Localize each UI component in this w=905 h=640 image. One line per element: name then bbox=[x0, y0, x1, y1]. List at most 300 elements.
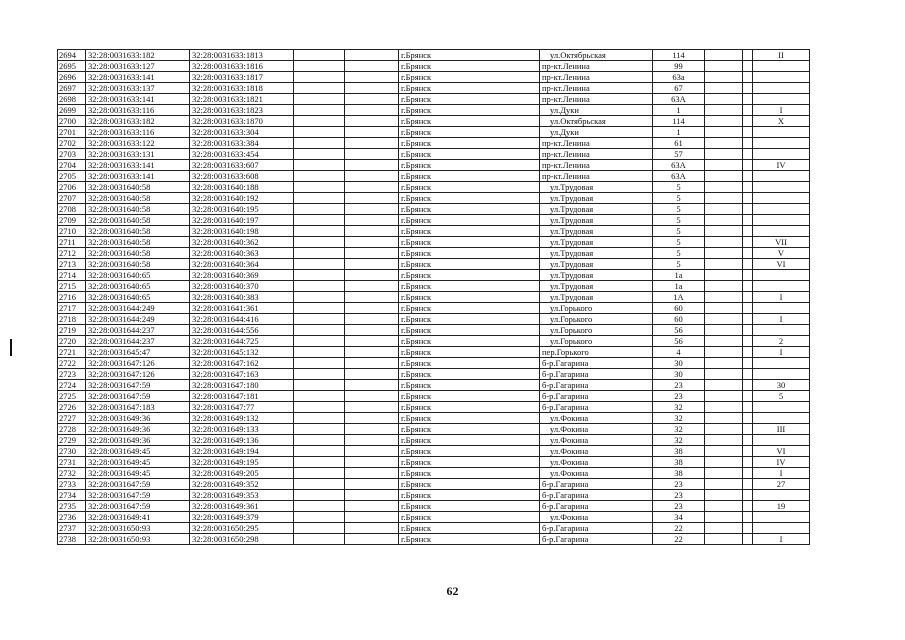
cell-cad2: 32:28:0031647:77 bbox=[190, 402, 294, 413]
cell-empty bbox=[345, 457, 399, 468]
cell-empty bbox=[294, 292, 345, 303]
cell-house: 22 bbox=[653, 523, 705, 534]
cell-cad2: 32:28:0031645:132 bbox=[190, 347, 294, 358]
cell-empty bbox=[345, 259, 399, 270]
cell-street: б-р.Гагарина bbox=[540, 358, 653, 369]
cell-empty bbox=[294, 358, 345, 369]
cell-num: 2728 bbox=[58, 424, 86, 435]
cell-cad2: 32:28:0031640:198 bbox=[190, 226, 294, 237]
cell-empty bbox=[705, 490, 743, 501]
cell-house: 61 bbox=[653, 138, 705, 149]
margin-mark bbox=[10, 339, 12, 356]
cell-city: г.Брянск bbox=[399, 116, 540, 127]
cell-empty bbox=[294, 248, 345, 259]
cell-cad2: 32:28:0031640:363 bbox=[190, 248, 294, 259]
cell-empty bbox=[345, 435, 399, 446]
cell-empty bbox=[294, 94, 345, 105]
cell-extra bbox=[753, 226, 810, 237]
cell-empty bbox=[294, 138, 345, 149]
cell-empty bbox=[705, 402, 743, 413]
cell-num: 2712 bbox=[58, 248, 86, 259]
cell-empty bbox=[743, 116, 753, 127]
cell-extra bbox=[753, 402, 810, 413]
cell-cad2: 32:28:0031640:370 bbox=[190, 281, 294, 292]
cell-city: г.Брянск bbox=[399, 512, 540, 523]
cell-city: г.Брянск bbox=[399, 226, 540, 237]
cell-street: ул.Фокина bbox=[540, 446, 653, 457]
cell-empty bbox=[294, 380, 345, 391]
cell-empty bbox=[294, 226, 345, 237]
cell-city: г.Брянск bbox=[399, 171, 540, 182]
cell-empty bbox=[705, 369, 743, 380]
cell-cad2: 32:28:0031649:353 bbox=[190, 490, 294, 501]
cell-cad1: 32:28:0031649:45 bbox=[86, 468, 190, 479]
cell-empty bbox=[743, 105, 753, 116]
cell-empty bbox=[345, 413, 399, 424]
cell-num: 2698 bbox=[58, 94, 86, 105]
cell-empty bbox=[345, 61, 399, 72]
cell-street: ул.Трудовая bbox=[540, 215, 653, 226]
cell-street: ул.Трудовая bbox=[540, 270, 653, 281]
cell-empty bbox=[743, 314, 753, 325]
cell-empty bbox=[705, 424, 743, 435]
cell-empty bbox=[743, 501, 753, 512]
cell-empty bbox=[705, 94, 743, 105]
cell-empty bbox=[705, 215, 743, 226]
cell-empty bbox=[705, 303, 743, 314]
cell-cad1: 32:28:0031640:65 bbox=[86, 270, 190, 281]
cell-extra bbox=[753, 149, 810, 160]
cell-empty bbox=[294, 149, 345, 160]
cell-empty bbox=[294, 160, 345, 171]
cell-empty bbox=[294, 270, 345, 281]
cell-cad1: 32:28:0031633:182 bbox=[86, 50, 190, 61]
cell-city: г.Брянск bbox=[399, 457, 540, 468]
cell-num: 2731 bbox=[58, 457, 86, 468]
cell-cad1: 32:28:0031650:93 bbox=[86, 534, 190, 545]
cell-empty bbox=[705, 83, 743, 94]
cell-empty bbox=[705, 237, 743, 248]
cell-cad2: 32:28:0031633:304 bbox=[190, 127, 294, 138]
cell-num: 2708 bbox=[58, 204, 86, 215]
cell-house: 30 bbox=[653, 369, 705, 380]
cell-cad2: 32:28:0031633:1817 bbox=[190, 72, 294, 83]
cell-num: 2736 bbox=[58, 512, 86, 523]
cell-city: г.Брянск bbox=[399, 358, 540, 369]
cell-cad2: 32:28:0031644:556 bbox=[190, 325, 294, 336]
table-row bbox=[58, 303, 810, 314]
cell-cad2: 32:28:0031633:384 bbox=[190, 138, 294, 149]
cell-street: б-р.Гагарина bbox=[540, 479, 653, 490]
table-row bbox=[58, 479, 810, 490]
cell-cad1: 32:28:0031640:58 bbox=[86, 193, 190, 204]
cell-house: 5 bbox=[653, 248, 705, 259]
cell-extra: 30 bbox=[753, 380, 810, 391]
cell-empty bbox=[345, 424, 399, 435]
table-row bbox=[58, 501, 810, 512]
cell-city: г.Брянск bbox=[399, 402, 540, 413]
cell-house: 1 bbox=[653, 127, 705, 138]
cell-street: ул.Фокина bbox=[540, 468, 653, 479]
cell-cad2: 32:28:0031649:132 bbox=[190, 413, 294, 424]
cell-empty bbox=[294, 105, 345, 116]
cell-city: г.Брянск bbox=[399, 215, 540, 226]
cell-street: б-р.Гагарина bbox=[540, 523, 653, 534]
cell-cad1: 32:28:0031647:59 bbox=[86, 380, 190, 391]
cell-city: г.Брянск bbox=[399, 369, 540, 380]
cell-street: пр-кт.Ленина bbox=[540, 94, 653, 105]
cell-empty bbox=[743, 61, 753, 72]
cell-house: 1а bbox=[653, 270, 705, 281]
cell-house: 32 bbox=[653, 424, 705, 435]
cell-extra bbox=[753, 193, 810, 204]
cell-empty bbox=[743, 402, 753, 413]
cell-empty bbox=[743, 424, 753, 435]
cell-extra: IV bbox=[753, 457, 810, 468]
table-row bbox=[58, 435, 810, 446]
table-row bbox=[58, 171, 810, 182]
cell-house: 63а bbox=[653, 72, 705, 83]
cell-extra bbox=[753, 281, 810, 292]
cell-cad2: 32:28:0031649:361 bbox=[190, 501, 294, 512]
cell-extra bbox=[753, 138, 810, 149]
cell-empty bbox=[345, 204, 399, 215]
cell-street: б-р.Гагарина bbox=[540, 402, 653, 413]
cell-empty bbox=[345, 380, 399, 391]
table-row bbox=[58, 72, 810, 83]
table-row bbox=[58, 83, 810, 94]
cell-empty bbox=[705, 226, 743, 237]
cell-empty bbox=[294, 490, 345, 501]
cell-cad1: 32:28:0031644:249 bbox=[86, 303, 190, 314]
cell-city: г.Брянск bbox=[399, 292, 540, 303]
cell-cad1: 32:28:0031633:116 bbox=[86, 105, 190, 116]
cell-empty bbox=[294, 523, 345, 534]
cell-house: 32 bbox=[653, 402, 705, 413]
cell-empty bbox=[705, 127, 743, 138]
cell-empty bbox=[743, 490, 753, 501]
table-row bbox=[58, 336, 810, 347]
cell-cad2: 32:28:0031641:361 bbox=[190, 303, 294, 314]
cell-empty bbox=[345, 358, 399, 369]
cell-cad1: 32:28:0031640:58 bbox=[86, 182, 190, 193]
cell-city: г.Брянск bbox=[399, 314, 540, 325]
cell-empty bbox=[705, 446, 743, 457]
cell-num: 2721 bbox=[58, 347, 86, 358]
cell-empty bbox=[345, 292, 399, 303]
cell-street: пр-кт.Ленина bbox=[540, 149, 653, 160]
cell-num: 2711 bbox=[58, 237, 86, 248]
cell-cad1: 32:28:0031633:141 bbox=[86, 160, 190, 171]
cell-city: г.Брянск bbox=[399, 248, 540, 259]
table-row bbox=[58, 468, 810, 479]
cell-cad2: 32:28:0031650:298 bbox=[190, 534, 294, 545]
cell-street: б-р.Гагарина bbox=[540, 534, 653, 545]
cell-empty bbox=[743, 523, 753, 534]
cell-house: 67 bbox=[653, 83, 705, 94]
cell-num: 2696 bbox=[58, 72, 86, 83]
cell-cad1: 32:28:0031647:59 bbox=[86, 501, 190, 512]
cell-extra: VII bbox=[753, 237, 810, 248]
table-row bbox=[58, 457, 810, 468]
cell-empty bbox=[345, 325, 399, 336]
cell-num: 2699 bbox=[58, 105, 86, 116]
cell-empty bbox=[294, 369, 345, 380]
cell-street: б-р.Гагарина bbox=[540, 490, 653, 501]
cell-cad2: 32:28:0031633:454 bbox=[190, 149, 294, 160]
cell-num: 2706 bbox=[58, 182, 86, 193]
cell-num: 2733 bbox=[58, 479, 86, 490]
cell-cad1: 32:28:0031645:47 bbox=[86, 347, 190, 358]
cell-extra: I bbox=[753, 292, 810, 303]
table-row bbox=[58, 391, 810, 402]
cell-empty bbox=[345, 303, 399, 314]
cell-empty bbox=[345, 149, 399, 160]
cell-street: пер.Горького bbox=[540, 347, 653, 358]
cell-street: ул.Трудовая bbox=[540, 193, 653, 204]
cell-cad1: 32:28:0031644:249 bbox=[86, 314, 190, 325]
cell-empty bbox=[294, 61, 345, 72]
table-row bbox=[58, 369, 810, 380]
cell-cad1: 32:28:0031640:65 bbox=[86, 292, 190, 303]
cell-extra: VI bbox=[753, 446, 810, 457]
cell-empty bbox=[743, 50, 753, 61]
cell-extra: I bbox=[753, 468, 810, 479]
cell-num: 2714 bbox=[58, 270, 86, 281]
cell-cad2: 32:28:0031633:1813 bbox=[190, 50, 294, 61]
cell-house: 60 bbox=[653, 314, 705, 325]
cell-empty bbox=[294, 237, 345, 248]
cell-city: г.Брянск bbox=[399, 413, 540, 424]
cell-empty bbox=[294, 193, 345, 204]
cell-street: ул.Трудовая bbox=[540, 182, 653, 193]
cell-empty bbox=[705, 259, 743, 270]
cell-city: г.Брянск bbox=[399, 193, 540, 204]
cell-cad2: 32:28:0031649:194 bbox=[190, 446, 294, 457]
cell-house: 23 bbox=[653, 391, 705, 402]
cell-city: г.Брянск bbox=[399, 391, 540, 402]
cell-cad1: 32:28:0031640:58 bbox=[86, 204, 190, 215]
cell-city: г.Брянск bbox=[399, 336, 540, 347]
cell-cad1: 32:28:0031647:126 bbox=[86, 369, 190, 380]
cell-num: 2730 bbox=[58, 446, 86, 457]
cell-cad2: 32:28:0031640:369 bbox=[190, 270, 294, 281]
cell-city: г.Брянск bbox=[399, 446, 540, 457]
cell-empty bbox=[294, 182, 345, 193]
cell-cad1: 32:28:0031633:131 bbox=[86, 149, 190, 160]
table-row bbox=[58, 116, 810, 127]
cell-empty bbox=[294, 204, 345, 215]
cell-empty bbox=[345, 138, 399, 149]
cell-empty bbox=[345, 336, 399, 347]
cell-city: г.Брянск bbox=[399, 281, 540, 292]
cell-extra: I bbox=[753, 347, 810, 358]
cell-extra bbox=[753, 358, 810, 369]
cell-empty bbox=[294, 413, 345, 424]
cell-extra bbox=[753, 303, 810, 314]
cell-extra bbox=[753, 523, 810, 534]
cell-city: г.Брянск bbox=[399, 325, 540, 336]
table-row bbox=[58, 160, 810, 171]
cell-empty bbox=[743, 468, 753, 479]
cell-cad1: 32:28:0031640:58 bbox=[86, 226, 190, 237]
table-row bbox=[58, 413, 810, 424]
cell-street: ул.Горького bbox=[540, 325, 653, 336]
cell-empty bbox=[705, 61, 743, 72]
cell-street: ул.Трудовая bbox=[540, 292, 653, 303]
cell-house: 5 bbox=[653, 182, 705, 193]
cell-extra bbox=[753, 325, 810, 336]
cell-city: г.Брянск bbox=[399, 270, 540, 281]
cell-cad1: 32:28:0031633:127 bbox=[86, 61, 190, 72]
cell-extra bbox=[753, 435, 810, 446]
cell-house: 114 bbox=[653, 50, 705, 61]
table-row bbox=[58, 248, 810, 259]
table-row bbox=[58, 490, 810, 501]
cell-empty bbox=[345, 248, 399, 259]
table-row bbox=[58, 292, 810, 303]
cell-empty bbox=[705, 534, 743, 545]
cell-extra bbox=[753, 270, 810, 281]
page-number: 62 bbox=[446, 584, 459, 598]
cell-city: г.Брянск bbox=[399, 501, 540, 512]
cell-cad1: 32:28:0031640:58 bbox=[86, 237, 190, 248]
cell-city: г.Брянск bbox=[399, 259, 540, 270]
cell-extra: X bbox=[753, 116, 810, 127]
cell-city: г.Брянск bbox=[399, 105, 540, 116]
cell-num: 2725 bbox=[58, 391, 86, 402]
cell-num: 2729 bbox=[58, 435, 86, 446]
cell-street: ул.Октябрьская bbox=[540, 50, 653, 61]
cell-city: г.Брянск bbox=[399, 523, 540, 534]
cell-empty bbox=[345, 281, 399, 292]
cell-empty bbox=[705, 182, 743, 193]
cell-cad2: 32:28:0031647:181 bbox=[190, 391, 294, 402]
cell-empty bbox=[345, 391, 399, 402]
cell-house: 23 bbox=[653, 479, 705, 490]
cell-city: г.Брянск bbox=[399, 534, 540, 545]
cell-empty bbox=[345, 314, 399, 325]
cell-empty bbox=[294, 72, 345, 83]
cell-empty bbox=[743, 259, 753, 270]
cell-empty bbox=[743, 435, 753, 446]
cell-num: 2710 bbox=[58, 226, 86, 237]
cell-empty bbox=[294, 479, 345, 490]
cell-cad1: 32:28:0031649:41 bbox=[86, 512, 190, 523]
cell-empty bbox=[294, 281, 345, 292]
cell-cad1: 32:28:0031633:182 bbox=[86, 116, 190, 127]
cell-city: г.Брянск bbox=[399, 237, 540, 248]
cell-num: 2737 bbox=[58, 523, 86, 534]
cell-empty bbox=[294, 171, 345, 182]
cell-cad2: 32:28:0031640:383 bbox=[190, 292, 294, 303]
cell-house: 99 bbox=[653, 61, 705, 72]
cell-house: 1 bbox=[653, 105, 705, 116]
cell-empty bbox=[705, 523, 743, 534]
table-row bbox=[58, 270, 810, 281]
table-row bbox=[58, 314, 810, 325]
cell-extra: III bbox=[753, 424, 810, 435]
cell-extra bbox=[753, 369, 810, 380]
cell-num: 2735 bbox=[58, 501, 86, 512]
cell-num: 2694 bbox=[58, 50, 86, 61]
cell-cad1: 32:28:0031649:36 bbox=[86, 435, 190, 446]
cell-house: 38 bbox=[653, 468, 705, 479]
cell-empty bbox=[743, 215, 753, 226]
cell-empty bbox=[345, 237, 399, 248]
cell-house: 23 bbox=[653, 380, 705, 391]
cell-house: 34 bbox=[653, 512, 705, 523]
table-row bbox=[58, 446, 810, 457]
cell-num: 2734 bbox=[58, 490, 86, 501]
cell-empty bbox=[345, 94, 399, 105]
table-body bbox=[58, 50, 810, 545]
cell-cad1: 32:28:0031649:45 bbox=[86, 446, 190, 457]
cell-street: пр-кт.Ленина bbox=[540, 72, 653, 83]
cell-empty bbox=[345, 369, 399, 380]
cell-house: 63А bbox=[653, 94, 705, 105]
cell-num: 2724 bbox=[58, 380, 86, 391]
cell-cad2: 32:28:0031633:607 bbox=[190, 160, 294, 171]
cell-empty bbox=[743, 171, 753, 182]
cell-empty bbox=[294, 50, 345, 61]
cell-empty bbox=[705, 72, 743, 83]
cell-empty bbox=[705, 347, 743, 358]
cell-city: г.Брянск bbox=[399, 72, 540, 83]
cell-house: 23 bbox=[653, 501, 705, 512]
cell-extra bbox=[753, 204, 810, 215]
cell-empty bbox=[294, 314, 345, 325]
cell-empty bbox=[294, 402, 345, 413]
cell-empty bbox=[345, 468, 399, 479]
cell-extra: 19 bbox=[753, 501, 810, 512]
cell-empty bbox=[743, 347, 753, 358]
cell-empty bbox=[705, 193, 743, 204]
cell-cad1: 32:28:0031650:93 bbox=[86, 523, 190, 534]
cell-extra bbox=[753, 127, 810, 138]
cell-empty bbox=[345, 127, 399, 138]
cell-street: пр-кт.Ленина bbox=[540, 160, 653, 171]
cell-empty bbox=[294, 391, 345, 402]
cell-empty bbox=[294, 446, 345, 457]
table-row bbox=[58, 105, 810, 116]
cell-num: 2726 bbox=[58, 402, 86, 413]
cell-city: г.Брянск bbox=[399, 204, 540, 215]
cell-street: б-р.Гагарина bbox=[540, 369, 653, 380]
cell-empty bbox=[345, 226, 399, 237]
cell-extra: 5 bbox=[753, 391, 810, 402]
cell-empty bbox=[345, 182, 399, 193]
cell-cad2: 32:28:0031640:197 bbox=[190, 215, 294, 226]
cell-num: 2719 bbox=[58, 325, 86, 336]
cell-house: 22 bbox=[653, 534, 705, 545]
cell-city: г.Брянск bbox=[399, 138, 540, 149]
cell-empty bbox=[345, 193, 399, 204]
cell-city: г.Брянск bbox=[399, 61, 540, 72]
cell-num: 2702 bbox=[58, 138, 86, 149]
cell-cad1: 32:28:0031647:126 bbox=[86, 358, 190, 369]
table-row bbox=[58, 127, 810, 138]
table-row bbox=[58, 380, 810, 391]
cell-street: пр-кт.Ленина bbox=[540, 83, 653, 94]
cell-street: ул.Фокина bbox=[540, 457, 653, 468]
cell-street: пр-кт.Ленина bbox=[540, 138, 653, 149]
cell-empty bbox=[743, 83, 753, 94]
cell-empty bbox=[705, 248, 743, 259]
cell-cad2: 32:28:0031650:295 bbox=[190, 523, 294, 534]
cell-empty bbox=[705, 270, 743, 281]
table-row bbox=[58, 347, 810, 358]
